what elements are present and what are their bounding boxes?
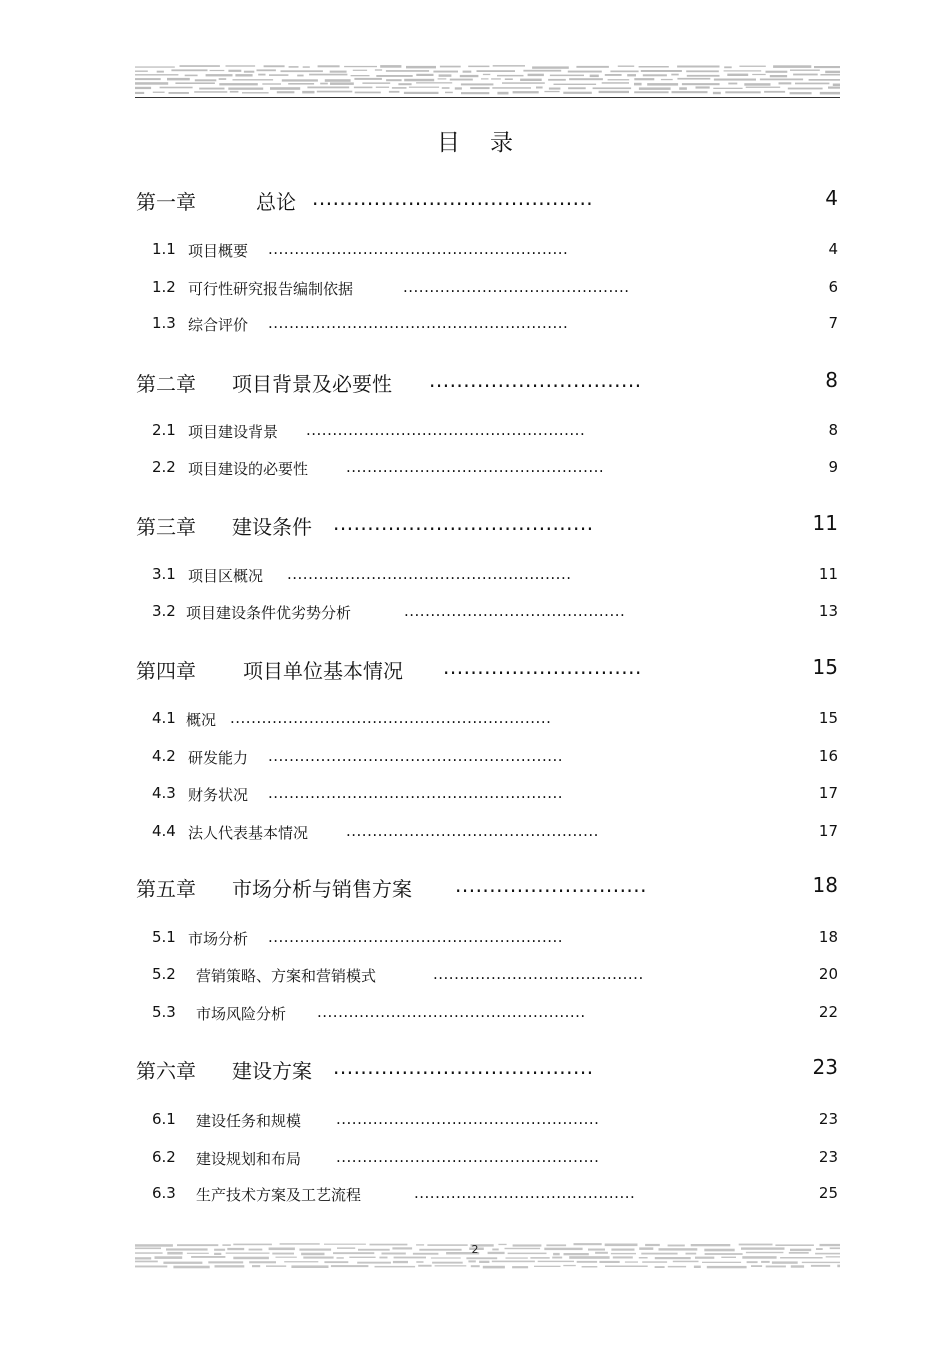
dot-leader: ...........................................	[403, 278, 630, 296]
entry-title: 项目概要	[188, 242, 249, 260]
dot-leader: ........................................................	[268, 928, 564, 946]
entry-title: 项目区概况	[188, 567, 264, 585]
entry-page-number: 4	[828, 240, 838, 258]
entry-number: 第五章	[136, 877, 196, 901]
entry-title: 项目单位基本情况	[243, 659, 403, 683]
title-char: 目	[437, 130, 460, 156]
entry-title: 总论	[256, 190, 296, 214]
dot-leader: ........................................	[433, 965, 644, 983]
toc-chapter-entry[interactable]	[0, 655, 950, 685]
toc-section-entry[interactable]	[0, 1003, 950, 1033]
entry-title: 项目建设条件优劣势分析	[186, 604, 352, 622]
entry-title: 概况	[186, 711, 217, 729]
dot-leader: ...............................	[429, 368, 642, 392]
page-title	[0, 124, 950, 157]
entry-page-number: 17	[818, 784, 838, 802]
entry-number: 第四章	[136, 659, 196, 683]
toc-section-entry[interactable]	[0, 1184, 950, 1214]
entry-page-number: 15	[812, 655, 838, 679]
entry-page-number: 13	[818, 602, 838, 620]
title-char: 录	[490, 130, 513, 156]
dot-leader: ..........................................	[414, 1184, 636, 1202]
toc-section-entry[interactable]	[0, 314, 950, 344]
entry-number: 6.2	[152, 1148, 176, 1166]
entry-title: 建设条件	[232, 515, 312, 539]
entry-number: 4.3	[152, 784, 176, 802]
entry-title: 市场分析	[188, 930, 249, 948]
entry-page-number: 22	[818, 1003, 838, 1021]
entry-number: 5.3	[152, 1003, 176, 1021]
dot-leader: ............................	[455, 873, 648, 897]
dot-leader: ......................................................	[287, 565, 572, 583]
entry-number: 2.2	[152, 458, 176, 476]
entry-title: 项目背景及必要性	[232, 372, 392, 396]
toc-section-entry[interactable]	[0, 928, 950, 958]
entry-number: 3.1	[152, 565, 176, 583]
toc-section-entry[interactable]	[0, 965, 950, 995]
entry-page-number: 6	[828, 278, 838, 296]
toc-section-entry[interactable]	[0, 458, 950, 488]
entry-title: 财务状况	[188, 786, 249, 804]
dot-leader: ...................................................	[317, 1003, 586, 1021]
entry-page-number: 23	[812, 1055, 838, 1079]
entry-number: 6.3	[152, 1184, 176, 1202]
entry-number: 6.1	[152, 1110, 176, 1128]
dot-leader: ................................................	[346, 822, 599, 840]
entry-page-number: 23	[818, 1110, 838, 1128]
entry-number: 2.1	[152, 421, 176, 439]
entry-title: 项目建设的必要性	[188, 460, 309, 478]
entry-number: 第一章	[136, 190, 196, 214]
entry-page-number: 9	[828, 458, 838, 476]
entry-number: 4.4	[152, 822, 176, 840]
entry-title: 法人代表基本情况	[188, 824, 309, 842]
entry-number: 1.1	[152, 240, 176, 258]
entry-page-number: 25	[818, 1184, 838, 1202]
entry-number: 第三章	[136, 515, 196, 539]
entry-page-number: 11	[812, 511, 838, 535]
header-watermark-text	[135, 62, 840, 96]
toc-chapter-entry[interactable]	[0, 511, 950, 541]
entry-page-number: 7	[828, 314, 838, 332]
dot-leader: .................................................	[346, 458, 605, 476]
entry-number: 1.3	[152, 314, 176, 332]
toc-section-entry[interactable]	[0, 278, 950, 308]
toc-section-entry[interactable]	[0, 1110, 950, 1140]
entry-page-number: 8	[828, 421, 838, 439]
toc-chapter-entry[interactable]	[0, 873, 950, 903]
dot-leader: .........................................................	[268, 314, 569, 332]
toc-section-entry[interactable]	[0, 240, 950, 270]
dot-leader: .............................................................	[230, 709, 552, 727]
dot-leader: ..................................................	[336, 1110, 600, 1128]
entry-page-number: 17	[818, 822, 838, 840]
page-number: 2	[471, 1243, 479, 1256]
toc-section-entry[interactable]	[0, 1148, 950, 1178]
entry-number: 5.1	[152, 928, 176, 946]
entry-page-number: 11	[818, 565, 838, 583]
entry-title: 可行性研究报告编制依据	[188, 280, 354, 298]
entry-page-number: 18	[818, 928, 838, 946]
dot-leader: .........................................................	[268, 240, 569, 258]
entry-page-number: 18	[812, 873, 838, 897]
toc-section-entry[interactable]	[0, 747, 950, 777]
dot-leader: .....................................................	[306, 421, 586, 439]
toc-section-entry[interactable]	[0, 709, 950, 739]
dot-leader: ......................................	[333, 1055, 594, 1079]
header-rule	[135, 97, 840, 98]
entry-title: 市场风险分析	[196, 1005, 287, 1023]
toc-chapter-entry[interactable]	[0, 186, 950, 216]
entry-page-number: 8	[825, 368, 838, 392]
entry-page-number: 15	[818, 709, 838, 727]
entry-title: 项目建设背景	[188, 423, 279, 441]
entry-number: 3.2	[152, 602, 176, 620]
entry-number: 第六章	[136, 1059, 196, 1083]
entry-page-number: 4	[825, 186, 838, 210]
entry-page-number: 20	[818, 965, 838, 983]
entry-title: 生产技术方案及工艺流程	[196, 1186, 362, 1204]
entry-title: 建设规划和布局	[196, 1150, 302, 1168]
dot-leader: ........................................................	[268, 784, 564, 802]
dot-leader: ........................................................	[268, 747, 564, 765]
entry-page-number: 16	[818, 747, 838, 765]
dot-leader: .........................................	[312, 186, 594, 210]
entry-title: 综合评价	[188, 316, 249, 334]
entry-title: 营销策略、方案和营销模式	[196, 967, 377, 985]
toc-section-entry[interactable]	[0, 784, 950, 814]
dot-leader: .............................	[443, 655, 642, 679]
toc-section-entry[interactable]	[0, 822, 950, 852]
dot-leader: ..................................................	[336, 1148, 600, 1166]
entry-number: 第二章	[136, 372, 196, 396]
entry-number: 5.2	[152, 965, 176, 983]
entry-page-number: 23	[818, 1148, 838, 1166]
toc-section-entry[interactable]	[0, 602, 950, 632]
entry-number: 4.2	[152, 747, 176, 765]
entry-title: 研发能力	[188, 749, 249, 767]
toc-chapter-entry[interactable]	[0, 1055, 950, 1085]
entry-number: 1.2	[152, 278, 176, 296]
toc-section-entry[interactable]	[0, 421, 950, 451]
entry-title: 建设方案	[232, 1059, 312, 1083]
entry-number: 4.1	[152, 709, 176, 727]
toc-chapter-entry[interactable]	[0, 368, 950, 398]
entry-title: 市场分析与销售方案	[232, 877, 412, 901]
dot-leader: ......................................	[333, 511, 594, 535]
entry-title: 建设任务和规模	[196, 1112, 302, 1130]
dot-leader: ..........................................	[404, 602, 626, 620]
toc-section-entry[interactable]	[0, 565, 950, 595]
